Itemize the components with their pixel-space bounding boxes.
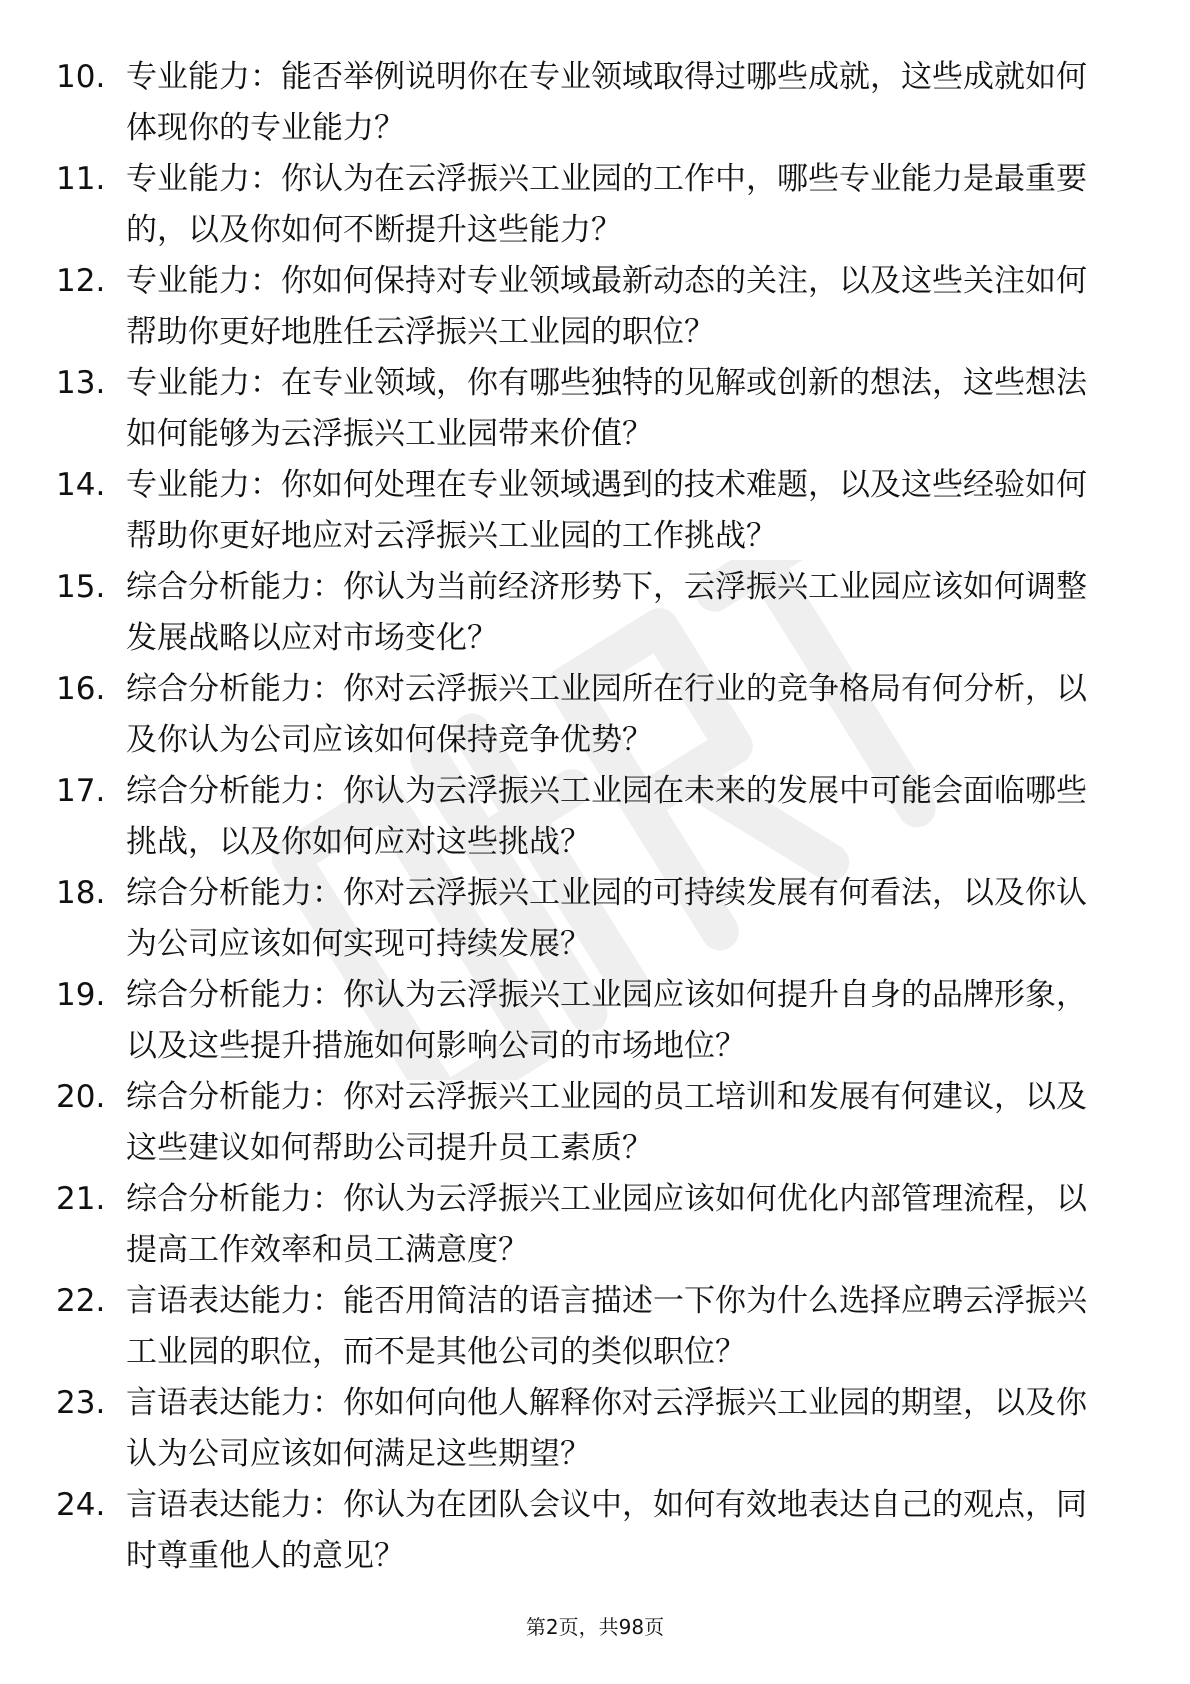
question-text: 综合分析能力：你认为云浮振兴工业园在未来的发展中可能会面临哪些挑战，以及你如何应对这些挑战？ <box>126 773 1087 860</box>
question-text: 综合分析能力：你对云浮振兴工业园所在行业的竞争格局有何分析，以及你认为公司应该如何保持竞争优势？ <box>126 671 1087 758</box>
question-text: 综合分析能力：你对云浮振兴工业园的可持续发展有何看法，以及你认为公司应该如何实现可持续发展？ <box>126 875 1087 962</box>
question-item <box>56 1174 1106 1276</box>
question-list <box>56 52 1106 1582</box>
question-text: 专业能力：在专业领域，你有哪些独特的见解或创新的想法，这些想法如何能够为云浮振兴工业园带来价值？ <box>126 365 1087 452</box>
question-text: 综合分析能力：你认为云浮振兴工业园应该如何提升自身的品牌形象，以及这些提升措施如何影响公司的市场地位？ <box>126 977 1087 1064</box>
question-item <box>56 1480 1106 1582</box>
question-number: 13. <box>56 365 106 401</box>
question-item <box>56 358 1106 460</box>
question-number: 11. <box>56 161 106 197</box>
question-item <box>56 1276 1106 1378</box>
question-text: 言语表达能力：能否用简洁的语言描述一下你为什么选择应聘云浮振兴工业园的职位，而不是其他公司的类似职位？ <box>126 1283 1087 1370</box>
question-item <box>56 766 1106 868</box>
question-text: 专业能力：你如何保持对专业领域最新动态的关注，以及这些关注如何帮助你更好地胜任云浮振兴工业园的职位？ <box>126 263 1087 350</box>
question-item <box>56 562 1106 664</box>
question-item <box>56 1378 1106 1480</box>
question-number: 19. <box>56 977 106 1013</box>
question-item <box>56 460 1106 562</box>
question-text: 言语表达能力：你认为在团队会议中，如何有效地表达自己的观点，同时尊重他人的意见？ <box>126 1487 1087 1574</box>
question-number: 18. <box>56 875 106 911</box>
question-number: 12. <box>56 263 106 299</box>
question-number: 23. <box>56 1385 106 1421</box>
question-text: 专业能力：你认为在云浮振兴工业园的工作中，哪些专业能力是最重要的，以及你如何不断提升这些能力？ <box>126 161 1087 248</box>
question-text: 综合分析能力：你对云浮振兴工业园的员工培训和发展有何建议，以及这些建议如何帮助公司提升员工素质？ <box>126 1079 1087 1166</box>
question-number: 22. <box>56 1283 106 1319</box>
question-number: 24. <box>56 1487 106 1523</box>
question-text: 综合分析能力：你认为当前经济形势下，云浮振兴工业园应该如何调整发展战略以应对市场变化？ <box>126 569 1087 656</box>
question-text: 综合分析能力：你认为云浮振兴工业园应该如何优化内部管理流程，以提高工作效率和员工满意度？ <box>126 1181 1087 1268</box>
question-number: 10. <box>56 59 106 95</box>
question-text: 专业能力：能否举例说明你在专业领域取得过哪些成就，这些成就如何体现你的专业能力？ <box>126 59 1087 146</box>
question-item <box>56 664 1106 766</box>
question-number: 16. <box>56 671 106 707</box>
question-item <box>56 970 1106 1072</box>
question-number: 17. <box>56 773 106 809</box>
question-text: 专业能力：你如何处理在专业领域遇到的技术难题，以及这些经验如何帮助你更好地应对云浮振兴工业园的工作挑战？ <box>126 467 1087 554</box>
page-footer <box>0 1613 1190 1641</box>
question-item <box>56 154 1106 256</box>
question-text: 言语表达能力：你如何向他人解释你对云浮振兴工业园的期望，以及你认为公司应该如何满足这些期望？ <box>126 1385 1087 1472</box>
question-item <box>56 868 1106 970</box>
page-number-label: 第2页，共98页 <box>525 1615 665 1639</box>
question-item <box>56 1072 1106 1174</box>
question-number: 21. <box>56 1181 106 1217</box>
question-number: 15. <box>56 569 106 605</box>
question-item <box>56 52 1106 154</box>
question-number: 14. <box>56 467 106 503</box>
question-item <box>56 256 1106 358</box>
question-number: 20. <box>56 1079 106 1115</box>
